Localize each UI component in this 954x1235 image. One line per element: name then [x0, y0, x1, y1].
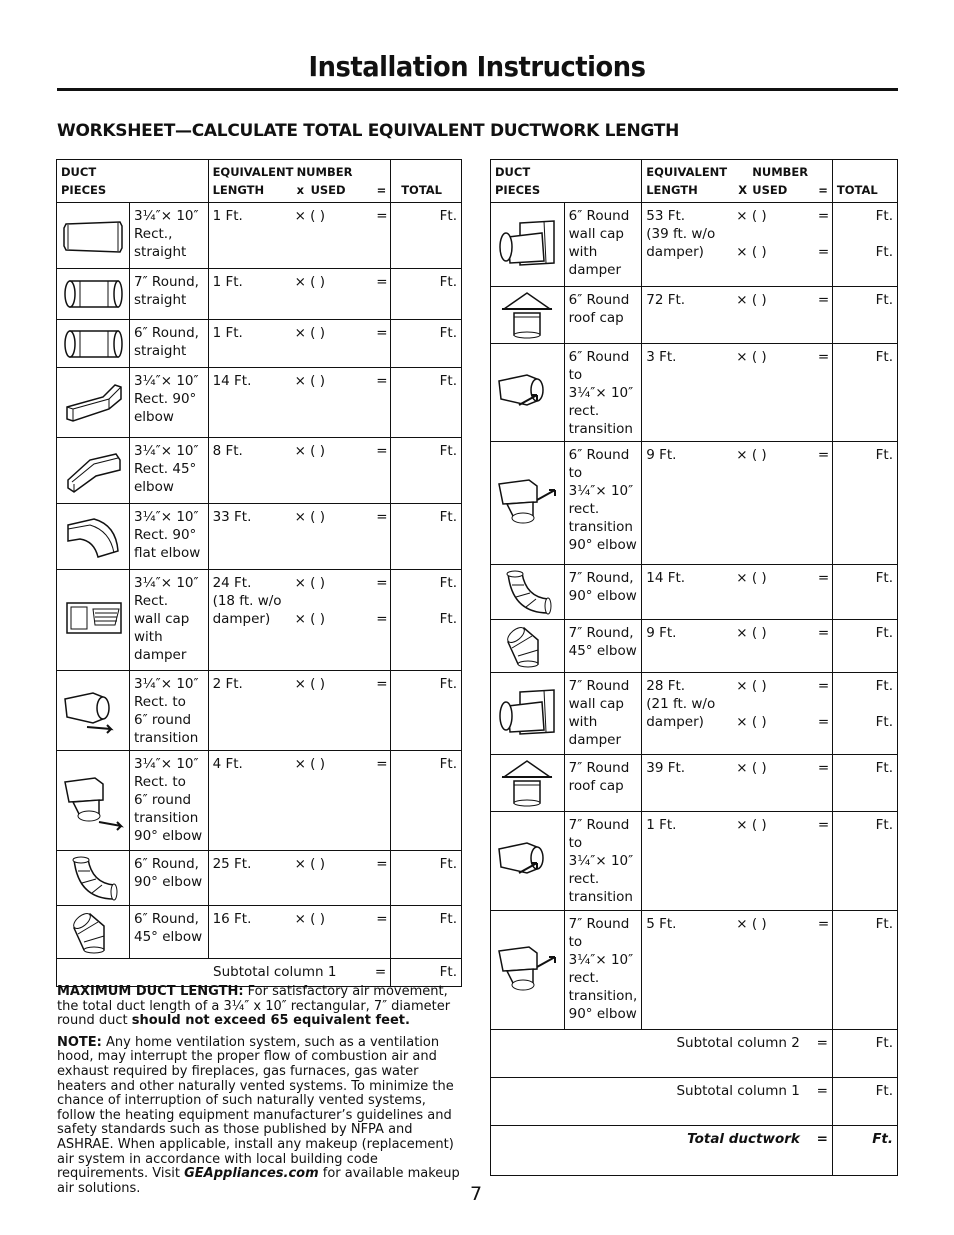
equivalent-length-cell: 2 Ft. × ( ) = — [208, 671, 391, 751]
number-used-field[interactable]: × ( ) — [736, 447, 767, 463]
total-header: TOTAL — [391, 160, 462, 203]
total-ductwork-value[interactable]: Ft. — [832, 1126, 897, 1176]
duct-piece-description: 7″ Round roof cap — [564, 755, 642, 812]
equivalent-length-cell: 9 Ft. × ( ) = — [642, 620, 833, 673]
total-field[interactable]: Ft. — [832, 442, 897, 565]
equivalent-length-cell: 1 Ft. × ( ) = — [208, 320, 391, 368]
rect-flat-elbow-icon — [57, 504, 130, 570]
number-used-field[interactable]: × ( ) — [736, 349, 767, 365]
duct-piece-row — [57, 671, 462, 751]
round-to-rect-elbow-icon — [491, 442, 565, 565]
duct-piece-description: 7″ Round wall cap with damper — [564, 673, 642, 755]
total-field[interactable]: Ft. — [391, 751, 462, 851]
rect-to-round-elbow-icon — [57, 751, 130, 851]
round-to-rect-transition-icon — [491, 344, 565, 442]
equivalent-length-cell: 14 Ft. × ( ) = — [208, 368, 391, 438]
total-field[interactable]: Ft. — [391, 438, 462, 504]
number-used-field[interactable]: × ( ) — [736, 244, 767, 260]
round-45-elbow-icon — [491, 620, 565, 673]
total-field[interactable]: Ft. Ft. — [391, 570, 462, 671]
worksheet-table-column-1 — [56, 159, 462, 987]
rect-straight-duct-icon — [57, 203, 130, 269]
duct-piece-row — [57, 269, 462, 320]
duct-piece-description: 3¼″× 10″ Rect. 90° elbow — [130, 368, 209, 438]
round-45-elbow-icon — [57, 906, 130, 959]
equivalent-length-cell: 25 Ft. × ( ) = — [208, 851, 391, 906]
equivalent-length-cell: 14 Ft. × ( ) = — [642, 565, 833, 620]
round-straight-duct-icon — [57, 269, 130, 320]
round-90-elbow-icon — [491, 565, 565, 620]
equivalent-length-cell: 4 Ft. × ( ) = — [208, 751, 391, 851]
round-90-elbow-icon — [57, 851, 130, 906]
total-field[interactable]: Ft. Ft. — [832, 673, 897, 755]
equivalent-length-cell: 39 Ft. × ( ) = — [642, 755, 833, 812]
duct-piece-row — [491, 565, 898, 620]
number-used-field[interactable]: × ( ) — [736, 570, 767, 586]
duct-piece-row — [57, 368, 462, 438]
ge-appliances-link[interactable]: GEAppliances.com — [184, 1166, 319, 1182]
equivalent-length-cell: 9 Ft. × ( ) = — [642, 442, 833, 565]
number-used-field[interactable]: × ( ) — [294, 274, 325, 290]
rect-to-round-transition-icon — [57, 671, 130, 751]
duct-piece-row — [491, 911, 898, 1030]
ventilation-note: NOTE: Any home ventilation system, such as a ventilation hood, may interrupt the proper flow of combustion air and exhaust required by fireplaces, gas furnaces, gas water heaters and other naturally vented systems. To minimize the chance of interruption of such naturally vented systems, follow the heating equipment manufacturer’s guidelines and safety standards such as those published by NFPA and ASHRAE. When applicable, install any makeup (replacement) air system in accordance with local building code requirements. Visit GEAppliances.com for available makeup air solutions. — [57, 1034, 460, 1196]
number-used-field[interactable]: × ( ) — [294, 676, 325, 692]
number-used-field[interactable]: × ( ) — [294, 575, 325, 591]
page-number: 7 — [470, 1183, 483, 1205]
duct-piece-description: 6″ Round wall cap with damper — [564, 203, 642, 287]
duct-piece-description: 6″ Round roof cap — [564, 287, 642, 344]
duct-piece-description: 6″ Round, 45° elbow — [130, 906, 209, 959]
total-field[interactable]: Ft. — [832, 287, 897, 344]
number-used-field[interactable]: × ( ) — [294, 373, 325, 389]
round-wall-cap-icon — [491, 673, 565, 755]
number-used-field[interactable]: × ( ) — [294, 756, 325, 772]
total-field[interactable]: Ft. — [391, 671, 462, 751]
total-field[interactable]: Ft. — [391, 504, 462, 570]
number-used-field[interactable]: × ( ) — [736, 916, 767, 932]
title-rule — [57, 88, 898, 91]
rect-90-elbow-icon — [57, 368, 130, 438]
duct-piece-description: 7″ Round to 3¼″× 10″ rect. transition, 90° elbow — [564, 911, 642, 1030]
worksheet-heading: WORKSHEET—CALCULATE TOTAL EQUIVALENT DUCTWORK LENGTH — [57, 121, 680, 141]
number-used-field[interactable]: × ( ) — [294, 509, 325, 525]
page-title: Installation Instructions — [308, 50, 646, 83]
duct-piece-row — [57, 320, 462, 368]
number-used-field[interactable]: × ( ) — [736, 678, 767, 694]
equivalent-length-cell: 53 Ft. × ( ) = (39 ft. w/o damper) × ( ) = — [642, 203, 833, 287]
subtotal-column-2-value[interactable]: Ft. — [832, 1030, 897, 1078]
equivalent-length-cell: 33 Ft. × ( ) = — [208, 504, 391, 570]
number-used-field[interactable]: × ( ) — [294, 611, 325, 627]
roof-cap-icon — [491, 287, 565, 344]
duct-piece-row — [491, 673, 898, 755]
duct-piece-row — [491, 442, 898, 565]
total-field[interactable]: Ft. — [832, 565, 897, 620]
duct-piece-description: 7″ Round, 45° elbow — [564, 620, 642, 673]
number-used-field[interactable]: × ( ) — [736, 292, 767, 308]
duct-piece-row — [491, 620, 898, 673]
equivalent-length-cell: 3 Ft. × ( ) = — [642, 344, 833, 442]
total-field[interactable]: Ft. — [391, 203, 462, 269]
number-used-field[interactable]: × ( ) — [736, 817, 767, 833]
duct-piece-description: 3¼″× 10″ Rect., straight — [130, 203, 209, 269]
number-used-field[interactable]: × ( ) — [736, 760, 767, 776]
notes — [57, 985, 467, 1203]
number-used-field[interactable]: × ( ) — [294, 911, 325, 927]
duct-piece-description: 7″ Round to 3¼″× 10″ rect. transition — [564, 812, 642, 911]
subtotal-column-1-carry-value[interactable]: Ft. — [832, 1078, 897, 1126]
total-field[interactable]: Ft. — [832, 812, 897, 911]
number-used-field[interactable]: × ( ) — [294, 325, 325, 341]
equivalent-length-cell: 1 Ft. × ( ) = — [642, 812, 833, 911]
total-field[interactable]: Ft. — [391, 269, 462, 320]
subtotal-column-1-value[interactable]: Ft. — [391, 959, 462, 987]
duct-pieces-header: DUCT PIECES — [491, 160, 642, 203]
worksheet-table-column-2 — [490, 159, 898, 1176]
subtotal-column-1-label: Subtotal column 1 = — [57, 959, 391, 987]
duct-piece-description: 7″ Round, 90° elbow — [564, 565, 642, 620]
duct-piece-row — [57, 751, 462, 851]
round-to-rect-transition-icon — [491, 812, 565, 911]
number-used-field[interactable]: × ( ) — [294, 208, 325, 224]
number-used-field[interactable]: × ( ) — [736, 714, 767, 730]
duct-piece-description: 3¼″× 10″ Rect. 45° elbow — [130, 438, 209, 504]
duct-piece-row — [491, 203, 898, 287]
duct-piece-row — [57, 203, 462, 269]
number-used-field[interactable]: × ( ) — [294, 443, 325, 459]
equivalent-length-cell: 5 Ft. × ( ) = — [642, 911, 833, 1030]
duct-pieces-header: DUCT PIECES — [57, 160, 209, 203]
equivalent-length-cell: 16 Ft. × ( ) = — [208, 906, 391, 959]
number-used-field[interactable]: × ( ) — [294, 856, 325, 872]
equivalent-length-header: EQUIVALENT NUMBER LENGTH X USED = — [642, 160, 833, 203]
equivalent-length-cell: 8 Ft. × ( ) = — [208, 438, 391, 504]
round-wall-cap-icon — [491, 203, 565, 287]
total-field[interactable]: Ft. — [832, 911, 897, 1030]
total-field[interactable]: Ft. — [391, 851, 462, 906]
total-field[interactable]: Ft. — [832, 755, 897, 812]
duct-piece-description: 6″ Round, 90° elbow — [130, 851, 209, 906]
duct-piece-row — [57, 570, 462, 671]
duct-piece-row — [57, 504, 462, 570]
duct-piece-description: 6″ Round to 3¼″× 10″ rect. transition 90° elbow — [564, 442, 642, 565]
duct-piece-row — [491, 344, 898, 442]
duct-piece-row — [491, 287, 898, 344]
equivalent-length-cell: 24 Ft. × ( ) = (18 ft. w/o damper) × ( ) = — [208, 570, 391, 671]
total-header: TOTAL — [832, 160, 897, 203]
duct-piece-description: 3¼″× 10″ Rect. wall cap with damper — [130, 570, 209, 671]
total-field[interactable]: Ft. — [391, 906, 462, 959]
subtotal-column-1-label: Subtotal column 1 = — [491, 1078, 833, 1126]
total-field[interactable]: Ft. — [832, 344, 897, 442]
round-to-rect-elbow-icon — [491, 911, 565, 1030]
duct-piece-row — [57, 906, 462, 959]
round-straight-duct-icon — [57, 320, 130, 368]
duct-piece-row — [491, 755, 898, 812]
total-field[interactable]: Ft. — [832, 620, 897, 673]
duct-piece-row — [57, 851, 462, 906]
max-duct-length-note: MAXIMUM DUCT LENGTH: For satisfactory air movement, the total duct length of a 3¼″ x 10″ rectangular, 7″ diameter round duct should not exceed 65 equivalent feet. — [57, 984, 451, 1029]
duct-piece-description: 3¼″× 10″ Rect. to 6″ round transition 90° elbow — [130, 751, 209, 851]
total-field[interactable]: Ft. — [391, 320, 462, 368]
duct-piece-description: 7″ Round, straight — [130, 269, 209, 320]
duct-piece-description: 6″ Round to 3¼″× 10″ rect. transition — [564, 344, 642, 442]
duct-piece-description: 3¼″× 10″ Rect. 90° flat elbow — [130, 504, 209, 570]
duct-piece-row — [57, 438, 462, 504]
total-field[interactable]: Ft. Ft. — [832, 203, 897, 287]
subtotal-column-2-label: Subtotal column 2 = — [491, 1030, 833, 1078]
equivalent-length-cell: 28 Ft. × ( ) = (21 ft. w/o damper) × ( ) = — [642, 673, 833, 755]
rect-45-elbow-icon — [57, 438, 130, 504]
duct-piece-description: 6″ Round, straight — [130, 320, 209, 368]
duct-piece-description: 3¼″× 10″ Rect. to 6″ round transition — [130, 671, 209, 751]
number-used-field[interactable]: × ( ) — [736, 625, 767, 641]
equivalent-length-cell: 1 Ft. × ( ) = — [208, 203, 391, 269]
equivalent-length-header: EQUIVALENT NUMBER LENGTH x USED = — [208, 160, 391, 203]
duct-piece-row — [491, 812, 898, 911]
rect-wall-cap-icon — [57, 570, 130, 671]
roof-cap-icon — [491, 755, 565, 812]
total-ductwork-label: Total ductwork = — [491, 1126, 833, 1176]
equivalent-length-cell: 72 Ft. × ( ) = — [642, 287, 833, 344]
number-used-field[interactable]: × ( ) — [736, 208, 767, 224]
total-field[interactable]: Ft. — [391, 368, 462, 438]
equivalent-length-cell: 1 Ft. × ( ) = — [208, 269, 391, 320]
